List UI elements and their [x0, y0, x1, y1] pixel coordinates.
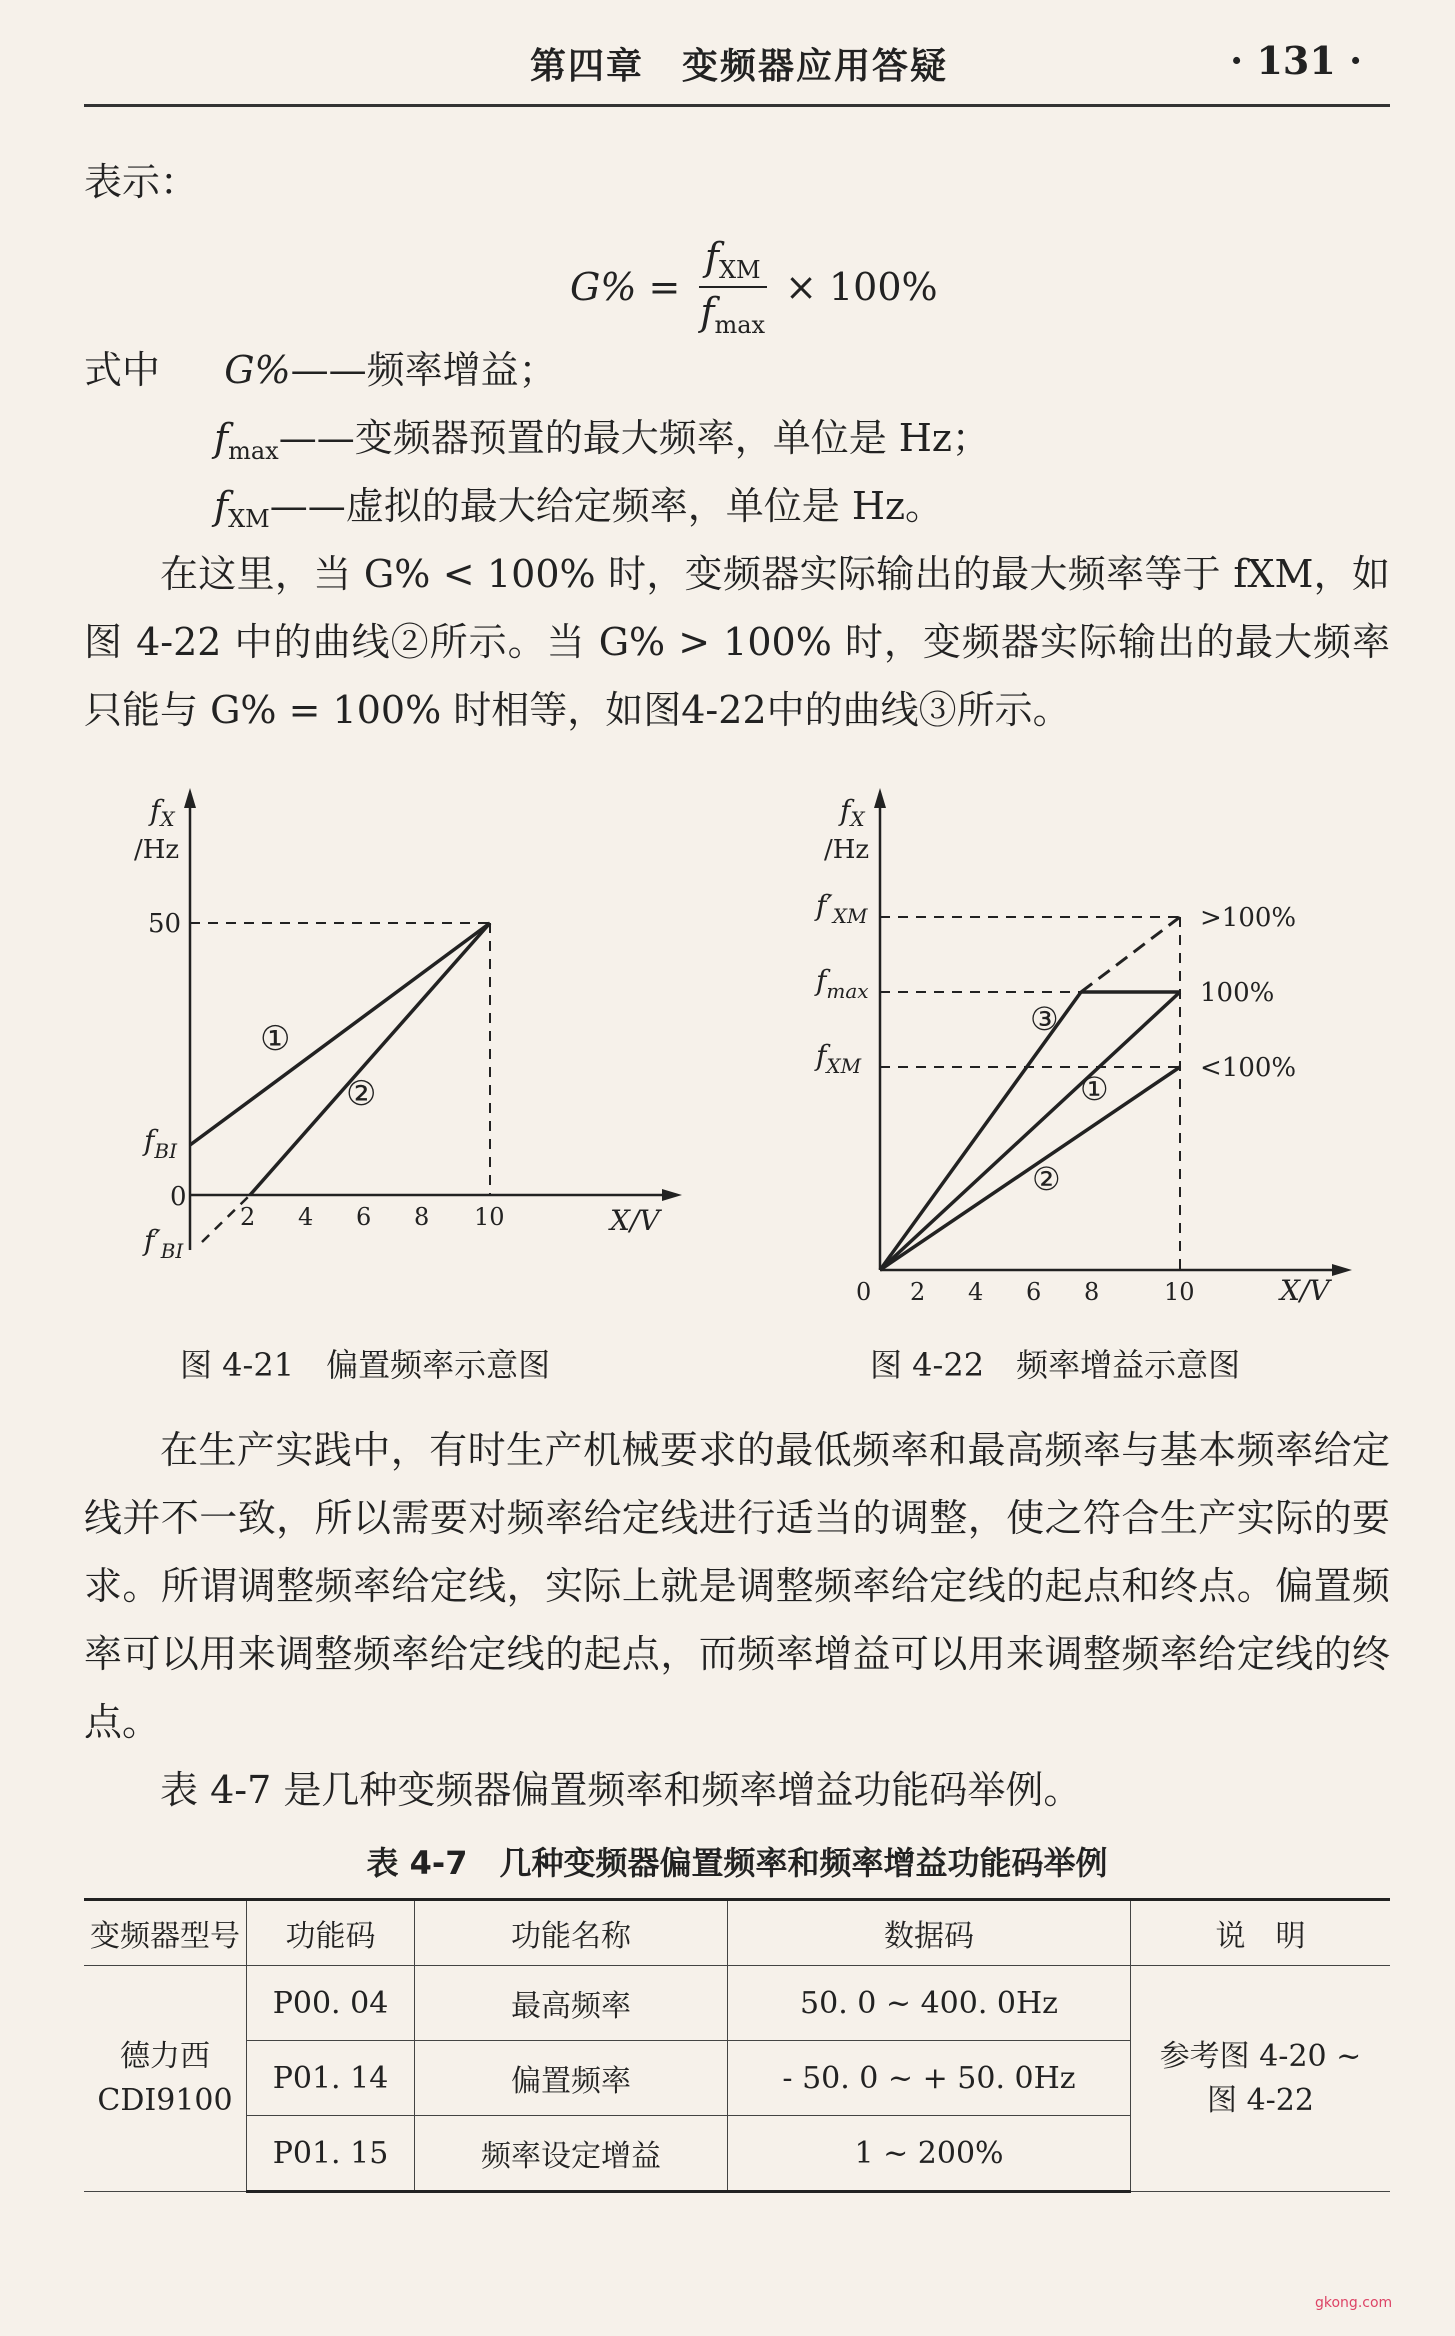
watermark: gkong.com: [1315, 2295, 1393, 2311]
curve-1-line: [190, 923, 490, 1145]
x-tick: 2: [910, 1278, 926, 1306]
definition-row: $f_{max}——$变频器预置的最大频率，单位是 Hz；: [214, 416, 990, 465]
paragraph-2: 在生产实践中，有时生产机械要求的最低频率和最高频率与基本频率给定线并不一致，所以需要对频率给定线进行适当的调整，使之符合生产实际的要求。所谓调整频率给定线，实际上就是调整频率给定线的起点和终点。偏置频率可以用来调整频率给定线的起点，而频率增益可以用来调整频率给定线的终点。: [84, 1428, 1390, 1744]
x-label: X/V: [1280, 1274, 1330, 1307]
curve-1-label: ①: [260, 1019, 291, 1059]
page-number: · 131 ·: [1230, 38, 1363, 83]
curve-2-line: [880, 1067, 1180, 1270]
code-cell: P01. 15: [247, 2116, 415, 2192]
paragraph-1: 在这里，当 G% < 100% 时，变频器实际输出的最大频率等于 fXM，如图 4-22 中的曲线②所示。当 G% > 100% 时，变频器实际输出的最大频率只能与 G% = 100% 时相等，如图4-22中的曲线③所示。: [84, 552, 1390, 732]
name-cell: 偏置频率: [415, 2041, 728, 2116]
gain-eq-label: 100%: [1200, 978, 1275, 1008]
x-tick: 10: [474, 1203, 505, 1231]
y-tick-fbi: $f_{BI}$: [144, 1124, 177, 1163]
formula-lhs: G% =: [570, 265, 681, 309]
note-cell: 参考图 4-20 ~ 图 4-22: [1131, 1966, 1391, 2192]
header-rule: [84, 104, 1390, 107]
code-cell: P01. 14: [247, 2041, 415, 2116]
curve-3-virtual: [1081, 917, 1180, 992]
x-tick: 6: [356, 1203, 372, 1231]
x-tick: 2: [240, 1203, 256, 1231]
y-axis-arrow: [184, 788, 196, 808]
y-unit: /Hz: [134, 835, 180, 865]
x-axis-arrow: [662, 1189, 682, 1201]
name-cell: 最高频率: [415, 1966, 728, 2041]
x-axis-arrow: [1332, 1264, 1352, 1276]
y-label: $f_X$: [150, 794, 175, 831]
origin: 0: [856, 1278, 872, 1306]
name-cell: 频率设定增益: [415, 2116, 728, 2192]
data-cell: 1 ~ 200%: [728, 2116, 1131, 2192]
figure-4-22: [800, 780, 1360, 1310]
figure-4-21-caption: 图 4-21 偏置频率示意图: [180, 1346, 551, 1384]
table-header: 说 明: [1131, 1900, 1391, 1966]
figure-4-22-caption: 图 4-22 频率增益示意图: [870, 1346, 1241, 1384]
y-unit: /Hz: [824, 835, 870, 865]
gain-gt-label: >100%: [1200, 903, 1297, 933]
code-cell: P00. 04: [247, 1966, 415, 2041]
y-tick-0: 0: [170, 1182, 187, 1212]
curve-2-label: ②: [1032, 1160, 1061, 1198]
table-header: 功能码: [247, 1900, 415, 1966]
x-tick: 4: [298, 1203, 314, 1231]
y-label: $f_X$: [840, 794, 865, 831]
curve-1-label: ①: [1080, 1070, 1109, 1108]
figure-4-21: [130, 780, 690, 1290]
formula-numerator: $f_{XM}$: [699, 235, 767, 288]
x-label: X/V: [610, 1204, 660, 1237]
x-tick: 8: [414, 1203, 430, 1231]
table-header: 数据码: [728, 1900, 1131, 1966]
gain-lt-label: <100%: [1200, 1053, 1297, 1083]
curve-2-label: ②: [346, 1074, 377, 1114]
y-tick-fxm-prime: $f'_{XM}$: [816, 889, 868, 928]
curve-2-line: [250, 923, 490, 1195]
y-tick-fbi-prime: $f'_{BI}$: [144, 1224, 184, 1263]
x-tick: 10: [1164, 1278, 1195, 1306]
definition-row: $f_{XM}——$虚拟的最大给定频率，单位是 Hz。: [214, 484, 943, 533]
table-header: 变频器型号: [84, 1900, 247, 1966]
x-tick: 6: [1026, 1278, 1042, 1306]
table-header-row: [84, 1900, 1390, 1966]
data-cell: 50. 0 ~ 400. 0Hz: [728, 1966, 1131, 2041]
intro-text: 表示：: [84, 160, 199, 204]
x-tick: 4: [968, 1278, 984, 1306]
curve-3-label: ③: [1030, 1000, 1059, 1038]
table-caption: 表 4-7 几种变频器偏置频率和频率增益功能码举例: [366, 1844, 1108, 1882]
paragraph-3: 表 4-7 是几种变频器偏置频率和频率增益功能码举例。: [160, 1768, 1082, 1812]
y-tick-50: 50: [148, 909, 182, 939]
data-cell: - 50. 0 ~ + 50. 0Hz: [728, 2041, 1131, 2116]
formula-rhs: × 100%: [785, 265, 938, 309]
y-tick-fxm: $f_{XM}$: [816, 1039, 862, 1078]
y-axis-arrow: [874, 788, 886, 808]
table-row: [84, 1966, 1390, 2041]
y-tick-fmax: $f_{max}$: [816, 964, 869, 1003]
definition-row: 式中 G%——频率增益；: [84, 348, 557, 392]
table-header: 功能名称: [415, 1900, 728, 1966]
model-cell: 德力西 CDI9100: [84, 1966, 247, 2192]
x-tick: 8: [1084, 1278, 1100, 1306]
function-code-table: [84, 1898, 1390, 2193]
formula-fraction: [694, 235, 771, 339]
chapter-title: 第四章 变频器应用答疑: [530, 45, 949, 87]
formula-denominator: $f_{max}$: [700, 290, 766, 339]
gain-formula: [570, 235, 938, 339]
